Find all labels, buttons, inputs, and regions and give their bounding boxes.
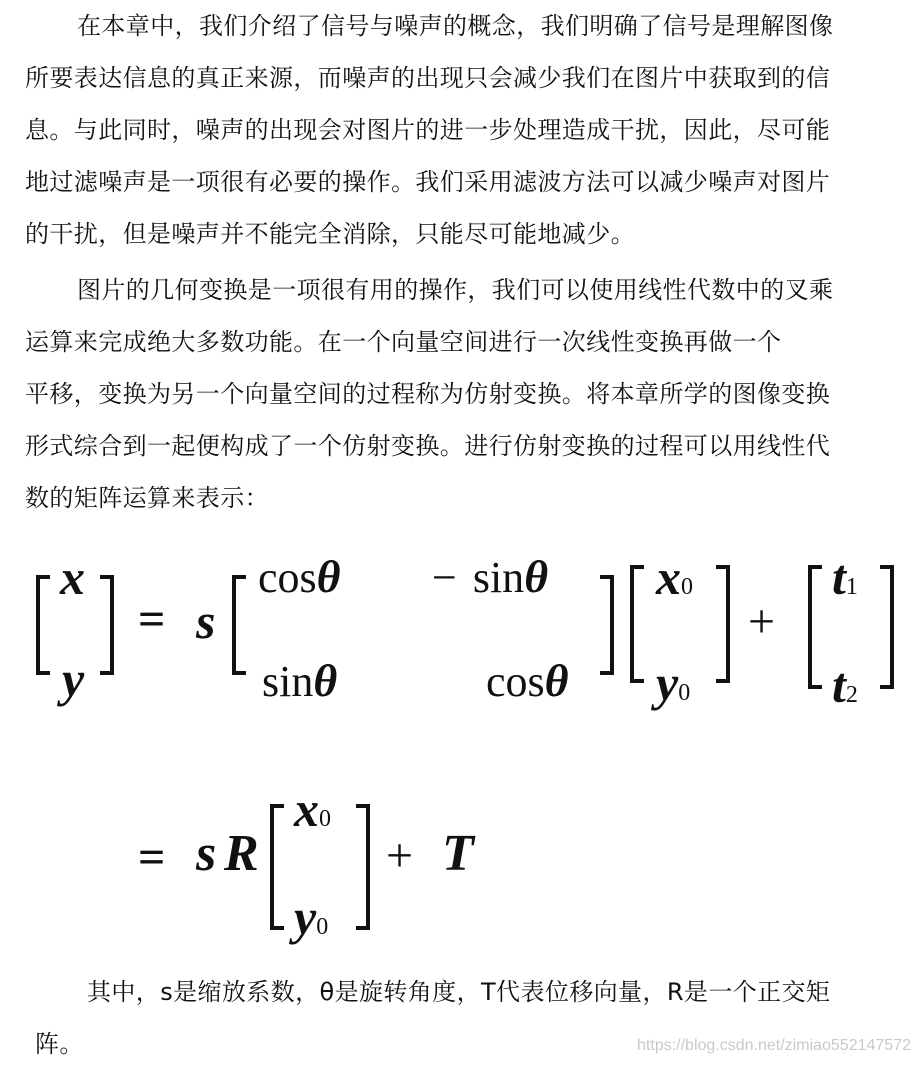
bracket-right <box>880 565 894 689</box>
lhs-y: y <box>62 651 85 707</box>
paragraph-affine-intro <box>25 264 887 524</box>
text-line: 数的矩阵运算来表示： <box>25 484 269 512</box>
text-line: 息。与此同时，噪声的出现会对图片的进一步处理造成干扰，因此，尽可能 <box>25 116 831 144</box>
matrix-cell-11: cosθ <box>258 551 341 602</box>
text-line: 的干扰，但是噪声并不能完全消除，只能尽可能地减少。 <box>25 220 635 248</box>
bracket-right <box>600 575 614 675</box>
equals-sign: = <box>138 831 166 884</box>
scale-s: s <box>196 825 217 882</box>
text-line: 在本章中，我们介绍了信号与噪声的概念，我们明确了信号是理解图像 <box>77 12 834 40</box>
text-line: 阵。 <box>35 1030 84 1058</box>
vector-x0: x0 <box>656 549 693 605</box>
bracket-left <box>36 575 50 675</box>
text-line: 所要表达信息的真正来源，而噪声的出现只会减少我们在图片中获取到的信 <box>25 64 831 92</box>
watermark-url: https://blog.csdn.net/zimiao552147572 <box>637 1037 911 1054</box>
bracket-left <box>270 804 284 930</box>
bracket-right <box>100 575 114 675</box>
matrix-cell-22: cosθ <box>486 655 569 706</box>
bracket-left <box>630 565 644 683</box>
matrix-cell-21: sinθ <box>262 655 338 706</box>
equals-sign: = <box>138 593 166 646</box>
text-line: 图片的几何变换是一项很有用的操作，我们可以使用线性代数中的叉乘 <box>77 276 834 304</box>
rotation-R: R <box>224 825 259 882</box>
bracket-left <box>808 565 822 689</box>
text-line: 地过滤噪声是一项很有必要的操作。我们采用滤波方法可以减少噪声对图片 <box>25 168 831 196</box>
lhs-x: x <box>60 549 85 605</box>
text-line: 运算来完成绝大多数功能。在一个向量空间进行一次线性变换再做一个 <box>25 328 782 356</box>
vector-x0: x0 <box>294 781 331 837</box>
plus-sign: + <box>748 595 776 648</box>
translation-T: T <box>442 825 474 882</box>
text-line: 平移，变换为另一个向量空间的过程称为仿射变换。将本章所学的图像变换 <box>25 380 831 408</box>
plus-sign: + <box>386 829 414 882</box>
vector-y0: y0 <box>656 655 691 711</box>
matrix-cell-12: − sinθ <box>432 551 549 602</box>
translation-t1: t1 <box>832 549 858 605</box>
text-line: 形式综合到一起便构成了一个仿射变换。进行仿射变换的过程可以用线性代 <box>25 432 831 460</box>
bracket-left <box>232 575 246 675</box>
paragraph-noise-summary <box>25 0 887 260</box>
scale-s: s <box>196 593 216 649</box>
vector-y0: y0 <box>294 889 329 945</box>
translation-t2: t2 <box>832 657 858 713</box>
bracket-right <box>356 804 370 930</box>
bracket-right <box>716 565 730 683</box>
text-line: 其中，s是缩放系数，θ是旋转角度，T代表位移向量，R是一个正交矩 <box>87 978 831 1006</box>
